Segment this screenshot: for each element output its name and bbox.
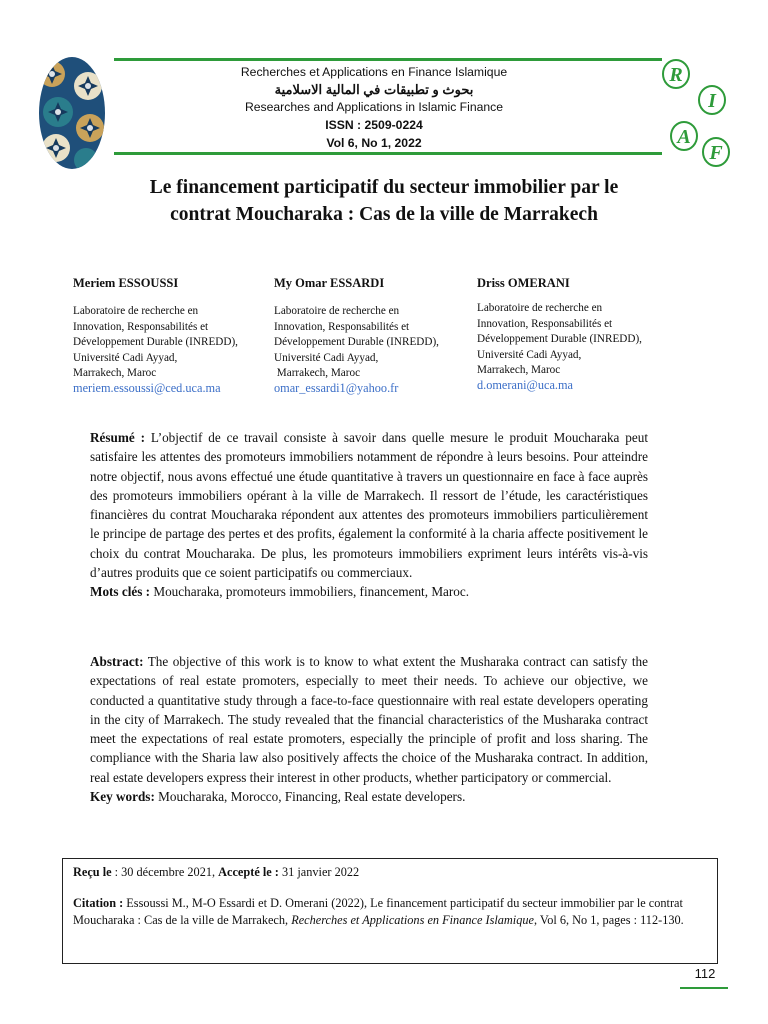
journal-header [114,63,634,152]
abstract-paragraph [90,652,648,787]
citation-paragraph [73,895,703,929]
affiliation-line: Marrakech, Maroc [73,367,157,380]
citation-text: Essoussi M., M-O Essardi et D. Omerani (2022), Le financement participatif du secteur immobilier par le contrat Moucharaka : Cas de la ville de Marrakech, [73,896,683,927]
key-words-label: Key words: [90,789,155,805]
affiliation-line: Laboratoire de recherche en [274,305,400,318]
accepted-label: Accepté le : [218,865,279,879]
affiliation-line: Développement Durable (INREDD), [274,336,439,349]
affiliation-line: Marrakech, Maroc [477,364,561,377]
affiliation-line: Université Cadi Ayyad, [73,351,178,364]
riaf-logo [660,56,734,170]
abstract-block [90,652,648,806]
resume-text: L’objectif de ce travail consiste à savoir dans quelle mesure le produit Moucharaka peut satisfaire les attentes des promoteurs immobiliers notamment de répondre à leurs besoins. Pour atteindre notre objectif, nous avons effectué une étude quantitative à travers un questionnaire en face à face auprès des promoteurs immobiliers opérant à la ville de Marrakech. Il ressort de l’étude, les caractéristiques financières du contrat Moucharaka répondent aux attentes des promoteurs immobiliers particulièrement le principe de partage des pertes et des profits, également la conformité à la charia affecte positivement le choix du contrat Moucharaka. De plus, les promoteurs immobiliers expriment leurs intérêts vis-à-vis d’autres produits que ce soient participatifs ou commerciaux. [90,430,648,581]
logo-letter-r: R [669,64,683,86]
logo-letter-f: F [709,142,723,164]
abstract-label: Abstract: [90,654,144,669]
affiliation-line: Marrakech, Maroc [274,367,361,380]
page-number-rule [680,987,728,989]
affiliation-line: Université Cadi Ayyad, [274,351,379,364]
author-name: My Omar ESSARDI [274,276,385,290]
issn: ISSN : 2509-0224 [325,118,423,132]
affiliation-line: Université Cadi Ayyad, [477,348,582,361]
mots-cles-text: Moucharaka, promoteurs immobiliers, financement, Maroc. [150,584,470,600]
header-top-rule [114,58,662,61]
citation-box [62,858,718,964]
author-email-link[interactable]: meriem.essoussi@ced.uca.ma [73,381,221,396]
citation-label: Citation : [73,896,124,910]
volume: Vol 6, No 1, 2022 [326,136,422,150]
mots-cles-label: Mots clés : [90,584,151,600]
accepted-value: 31 janvier 2022 [278,865,360,879]
affiliation-line: Laboratoire de recherche en [73,305,199,318]
author-2 [274,276,474,397]
author-name: Meriem ESSOUSSI [73,276,179,290]
key-words-text: Moucharaka, Morocco, Financing, Real estate developers. [154,789,466,805]
author-email-link[interactable]: d.omerani@uca.ma [477,378,573,393]
journal-name-fr: Recherches et Applications en Finance Islamique [240,65,508,79]
resume-paragraph [90,428,648,582]
resume-block [90,428,648,602]
mots-cles-paragraph [90,582,648,601]
received-line [73,864,703,881]
author-3 [477,276,677,394]
logo-letter-i: I [708,90,716,112]
title-line-2: contrat Moucharaka : Cas de la ville de Marrakech [170,204,598,225]
header-bottom-rule [114,152,662,155]
affiliation-line: Innovation, Responsabilités et [477,317,613,330]
islamic-pattern-logo [38,56,106,170]
author-1 [73,276,273,397]
abstract-text: The objective of this work is to know to what extent the Musharaka contract can satisfy the expectations of real estate promoters, especially to meet their needs. To achieve our objective, we conducted a quantitative study through a face-to-face questionnaire with real estate developers operating in the city of Marrakech. The study revealed that the financial characteristics of the Musharaka contract meet the expectations of real estate promoters, especially the principle of profit and loss sharing. The compliance with the Sharia law also positively affects the choice of the Musharaka contract. In addition, real estate developers express their interest in other products, whether participatory or commercial. [90,654,648,785]
logo-letter-a: A [677,126,691,148]
resume-label: Résumé : [90,430,145,445]
citation-journal: Recherches et Applications en Finance Islamique [291,913,534,927]
key-words-paragraph [90,787,648,806]
paper-title [60,174,708,228]
affiliation-line: Innovation, Responsabilités et [73,320,209,333]
citation-tail: , Vol 6, No 1, pages : 112-130. [533,913,684,927]
author-name: Driss OMERANI [477,276,570,290]
journal-name-en: Researches and Applications in Islamic Finance [244,100,504,114]
received-label: Reçu le [73,865,112,879]
title-line-1: Le financement participatif du secteur immobilier par le [149,177,619,198]
affiliation-line: Laboratoire de recherche en [477,302,603,315]
author-email-link[interactable]: omar_essardi1@yahoo.fr [274,381,399,396]
page-number: 112 [694,966,716,981]
journal-name-ar: بحوث و تطبيقات في المالية الاسلامية [274,82,474,97]
affiliation-line: Développement Durable (INREDD), [73,336,238,349]
received-value: : 30 décembre 2021, [111,865,219,879]
affiliation-line: Innovation, Responsabilités et [274,320,410,333]
affiliation-line: Développement Durable (INREDD), [477,333,642,346]
